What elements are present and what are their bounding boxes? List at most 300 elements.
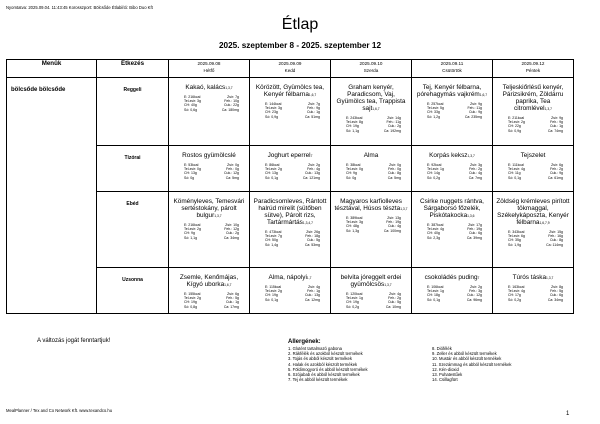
allergen-item: 1. Glutént tartalmazó gabona [288,346,343,351]
nutrition-value: Cuk.: 6g [549,293,563,298]
nutrition-value: Cuk.: 5g [387,300,401,305]
dish-cell [331,192,412,268]
nutrition-value: Tel.zsír: 2g [184,227,201,232]
nutrition-value: Cuk.: 2g [387,124,401,129]
dish-text [169,268,249,289]
meal-type-label: Ebéd [126,201,139,207]
dish-allergen-codes: 1,3,7 [544,107,552,111]
dish-name: Rostos gyümölcslé [182,152,236,159]
nutrition-value: Tel.zsír: 4g [508,289,525,294]
change-notice: A változás jogát fenntartjuk! [37,338,111,344]
nutrition-value: Feh.: 2g [388,296,401,301]
nutrition-value: Só: 0,1g [265,175,279,180]
nutrition-value: CH: 19g [184,300,197,305]
nutrition-value: E: 120kcal [346,292,363,296]
allergen-item: 4. Halak és azokból készült termékek [288,361,358,367]
nutrition-value: Só: 1,1g [346,128,360,133]
day-header [169,60,250,78]
day-date: 2025.09.10 [359,61,383,66]
nutrition-value: CH: 17g [508,293,521,298]
nutrition-value: Cuk.: 1g [225,300,239,305]
dish-name: Köményleves, Temesvári sertéstokány, párolt bulgur [173,198,245,219]
dish-allergen-codes: 1,3,7 [384,283,392,287]
nutrition-value: Cuk.: 5g [306,238,320,243]
dish-cell [331,268,412,314]
nutrition-value: Tel.zsír: 1g [427,167,444,172]
dish-name: Zöldség krémleves pirított tökmaggal, Székelykáposzta, Kenyér félbarna [496,198,570,226]
nutrition-facts [493,227,573,247]
nutrition-value: Feh.: 16g [548,234,563,239]
dish-cell [250,78,331,146]
nutrition-value: Só: 0,2g [346,304,360,309]
nutrition-facts [331,113,411,133]
nutrition-value: CH: 18g [427,293,440,298]
dish-name: Joghurt eperrel [267,152,311,159]
dish-name: Teljeskiőrlésű kenyér, Párizsikrém, Zöldárru paprika, Tea citromlével [502,84,564,112]
allergen-item: 10. Mustár és abból készült termékek [432,356,502,362]
nutrition-value: E: 144kcal [265,102,282,106]
nutrition-value: Zsír: 7g [227,95,239,99]
nutrition-value: Feh.: 0g [388,167,401,172]
nutrition-value: Cuk.: 12g [467,293,482,298]
dish-allergen-codes: 1,6,7 [224,283,232,287]
meal-type-cell [97,146,169,192]
nutrition-value: Só: 0,9g [265,114,279,119]
nutrition-value: Tel.zsír: 4g [427,227,444,232]
nutrition-value: CH: 11g [508,171,521,176]
nutrition-value: Zsír: 0g [389,163,401,167]
nutrition-value: Cuk.: 1g [306,110,320,115]
dish-text [250,78,330,99]
dish-allergen-codes: 1,6,7 [479,93,488,97]
dish-allergen-codes: 1,3,7 [214,214,222,218]
dish-cell [250,146,331,192]
nutrition-value: E: 53kcal [184,163,199,167]
nutrition-value: Tel.zsír: 1g [427,289,444,294]
nutrition-value: Ca: 34mg [547,297,563,302]
nutrition-value: Zsír: 3g [470,163,482,167]
meal-type-cell [97,268,169,314]
dish-allergen-codes: 1,6,7 [372,107,380,111]
dish-cell [412,192,493,268]
nutrition-value: CH: 40g [184,103,197,108]
day-date: 2025.09.12 [521,61,545,66]
dish-name: Tejszelet [520,152,546,159]
nutrition-value: Ca: 51mg [304,114,320,119]
nutrition-value: Cuk.: 12g [224,171,239,176]
nutrition-value: Ca: 53mg [304,242,320,247]
nutrition-value: Tel.zsír: 2g [184,296,201,301]
nutrition-facts [250,160,330,180]
allergen-list-left [288,346,428,382]
nutrition-value: Só: 0,1g [265,297,279,302]
nutrition-value: Tel.zsír: 2g [265,289,282,294]
meal-type-label: Uzsonna [122,277,143,283]
nutrition-value: Só: 0g [346,175,357,180]
allergens-title: Allergének: [288,339,321,345]
nutrition-facts [412,160,492,180]
nutrition-value: Tel.zsír: 3g [265,106,282,111]
dish-text [493,192,573,227]
nutrition-value: Tel.zsír: 0g [184,167,201,172]
nutrition-value: Cuk.: 13g [305,171,320,176]
nutrition-value: CH: 50g [265,238,278,243]
nutrition-value: Tel.zsír: 3g [346,220,363,225]
dish-name: csokoládés puding [424,274,478,281]
nutrition-value: Cuk.: 6g [468,231,482,236]
dish-allergen-codes: 7 [310,154,313,158]
dish-cell [169,78,250,146]
day-header [331,60,412,78]
dish-text [169,78,249,92]
menus-header: Menük [7,60,97,78]
nutrition-value: CH: 14g [427,171,440,176]
nutrition-value: Ca: 5mg [225,175,239,180]
nutrition-value: Feh.: 11g [386,120,401,125]
dish-text [169,146,249,160]
nutrition-facts [493,113,573,133]
dish-cell [493,268,574,314]
nutrition-value: Ca: 5mg [387,175,401,180]
nutrition-value: CH: 19g [346,300,359,305]
nutrition-value: Ca: 61mg [547,175,563,180]
dish-cell [493,192,574,268]
nutrition-value: Ca: 74mg [547,128,563,133]
nutrition-value: Ca: 12mg [304,297,320,302]
nutrition-value: Zsír: 26g [306,230,320,234]
nutrition-value: Feh.: 0g [226,167,239,172]
allergen-item: 5. Földimogyoró és abból készült termékek [288,366,368,372]
day-date: 2025.09.08 [197,61,221,66]
nutrition-value: E: 387kcal [427,223,444,227]
nutrition-value: Ca: 17mg [223,304,239,309]
nutrition-value: Ca: 121mg [302,175,320,180]
dish-name: Alma [363,152,379,159]
dish-text [493,146,573,160]
dish-text [493,78,573,113]
nutrition-facts [250,99,330,119]
dish-cell [412,268,493,314]
dish-name: Paradicsomleves, Rántott halrúd mirelit (sütőben sütve), Párolt rizs, Tartármártás [253,198,327,226]
nutrition-value: Só: 0,2g [427,175,441,180]
dish-name: Korpás keksz [429,152,468,159]
nutrition-value: Zsír: 10g [225,223,239,227]
nutrition-value: Cuk.: 8g [549,238,563,243]
nutrition-value: Ca: 180mg [221,107,239,112]
allergen-item: 12. Kén-dioxid [432,366,459,372]
nutrition-facts [169,92,249,112]
nutrition-value: E: 106kcal [427,285,444,289]
nutrition-value: Só: 0,1g [427,297,441,302]
nutrition-value: CH: 33g [427,110,440,115]
nutrition-facts [412,99,492,119]
nutrition-value: CH: 23g [265,110,278,115]
nutrition-facts [169,160,249,180]
dish-allergen-codes: 1,3,7 [225,86,233,90]
allergen-item: 11. Szezámmag és abból készült termékek [432,361,512,367]
nutrition-value: Cuk.: 4g [387,224,401,229]
nutrition-value: E: 38kcal [346,163,361,167]
nutrition-value: CH: 40g [427,231,440,236]
nutrition-facts [331,160,411,180]
page-title: Étlap [281,16,319,33]
meal-type-cell [97,192,169,268]
nutrition-value: CH: 19g [265,293,278,298]
dish-text [412,192,492,220]
dish-cell [169,268,250,314]
nutrition-value: Só: 1,1g [184,235,198,240]
nutrition-value: E: 115kcal [265,285,282,289]
day-date: 2025.09.11 [440,61,464,66]
nutrition-value: Feh.: 2g [469,167,482,172]
allergen-item: 3. Tojás és abból készült termékek [288,356,352,362]
nutrition-facts [250,227,330,247]
nutrition-value: Tel.zsír: 2g [508,120,525,125]
nutrition-facts [169,289,249,309]
nutrition-value: Só: 0,2g [508,297,522,302]
nutrition-facts [331,289,411,309]
nutrition-value: Ca: 34mg [223,235,239,240]
dish-allergen-codes: 1,3,6 [467,214,475,218]
allergen-item: 6. Szójabab és abból készült termékek [288,372,360,378]
nutrition-value: E: 389kcal [346,216,363,220]
nutrition-value: Zsír: 4g [389,292,401,296]
dish-text [331,192,411,213]
nutrition-value: Feh.: 2g [550,167,563,172]
dish-allergen-codes: 1,7 [306,276,312,280]
menu-name: bölcsőde bölcsőde [11,87,66,93]
dish-text [412,146,492,160]
nutrition-value: Só: 0,6g [184,107,198,112]
meal-type-label: Tízórai [124,155,141,161]
dish-text [412,268,492,282]
dish-text [250,192,330,227]
dish-text [331,268,411,289]
dish-allergen-codes: 1,3,7 [400,207,408,211]
day-name: Péntek [525,68,541,73]
dish-name: Magyaros karfiolleves tésztával, Húsos tészta [334,198,402,212]
nutrition-value: Ca: 7mg [468,175,482,180]
nutrition-value: Feh.: 19g [386,220,401,225]
dish-allergen-codes: 7 [477,276,480,280]
nutrition-value: Cuk.: 22g [224,103,239,108]
nutrition-value: E: 216kcal [184,95,201,99]
dish-cell [493,146,574,192]
dish-name: Kakaó, kalács [185,84,226,91]
dish-cell [331,78,412,146]
nutrition-value: Zsír: 2g [470,285,482,289]
dish-name: belvita jóreggelt erdei gyümölcsös [340,274,402,288]
nutrition-value: Ca: 39mg [466,235,482,240]
day-name: Szerda [363,68,379,73]
nutrition-value: Feh.: 18g [305,234,320,239]
dish-name: Zsemle, Kenőmájas, Kígyó uborka [179,274,239,288]
nutrition-value: Zsír: 17g [468,223,482,227]
dish-name: Graham kenyér, Paradicsom, Vaj, Gyümölcs tea, Trappista sajt [336,84,406,112]
nutrition-value: Só: 1,9g [508,242,522,247]
nutrition-value: Só: 0g [184,175,195,180]
dish-cell [250,192,331,268]
nutrition-facts [331,213,411,233]
nutrition-value: E: 86kcal [265,163,280,167]
nutrition-value: CH: 13g [265,171,278,176]
dish-cell [250,268,331,314]
nutrition-value: Cuk.: 2g [225,231,239,236]
dish-text [412,78,492,99]
nutrition-value: Feh.: 1g [307,289,320,294]
nutrition-value: Feh.: 10g [224,99,239,104]
nutrition-value: E: 243kcal [346,116,363,120]
nutrition-value: E: 257kcal [427,102,444,106]
nutrition-value: Ca: 100mg [383,228,401,233]
meal-row [7,78,574,146]
nutrition-value: Zsír: 9g [470,102,482,106]
dish-allergen-codes: 1,3,7 [546,276,554,280]
nutrition-facts [412,220,492,240]
meal-type-header: Étkezés [97,60,169,78]
footer-credit: MealPlanner / Tex and Co Network Kft. www.texandco.hu [6,408,113,413]
nutrition-value: Zsír: 13g [387,216,401,220]
nutrition-value: E: 163kcal [508,285,525,289]
date-range: 2025. szeptember 8 - 2025. szeptember 12 [218,41,382,50]
nutrition-value: Só: 2,3g [427,235,441,240]
dish-name: Tej, Kenyér félbarna, pórehagymás vajkrém [416,84,482,98]
nutrition-value: E: 216kcal [184,223,201,227]
dish-text [331,78,411,113]
dish-name: Körözött, Gyümölcs tea, Kenyér félbarna [255,84,325,98]
nutrition-value: Tel.zsír: 5g [427,106,444,111]
nutrition-value: Zsír: 6g [227,292,239,296]
nutrition-value: CH: 13g [184,171,197,176]
allergen-item: 14. Csillagfürt [432,377,458,383]
nutrition-value: Cuk.: 4g [468,171,482,176]
day-name: Csütörtök [442,68,462,73]
nutrition-value: CH: 48g [346,224,359,229]
nutrition-value: Tel.zsír: 2g [265,167,282,172]
nutrition-value: Ca: 96mg [466,297,482,302]
dish-allergen-codes: 1,6,7,9 [539,221,550,225]
nutrition-facts [250,282,330,302]
nutrition-facts [169,220,249,240]
dish-cell [493,78,574,146]
dish-cell [412,78,493,146]
nutrition-value: Só: 1,2g [427,114,441,119]
allergen-item: 9. Zeller és abból készült termékek [432,351,497,357]
nutrition-value: Só: 0,8g [184,304,198,309]
nutrition-value: Feh.: 19g [467,227,482,232]
dish-cell [331,146,412,192]
meal-type-cell [97,78,169,146]
nutrition-value: Zsír: 2g [308,163,320,167]
nutrition-value: CH: 22g [508,124,521,129]
meal-type-label: Reggeli [123,87,142,93]
nutrition-value: Ca: 10mg [385,304,401,309]
nutrition-facts [493,160,573,180]
nutrition-value: Feh.: 4g [307,167,320,172]
dish-name: Túrós táska [512,274,547,281]
nutrition-value: CH: 9g [346,171,357,176]
dish-cell [169,192,250,268]
day-name: Kedd [284,68,296,73]
allergen-item: 13. Puhatestűek [432,372,463,378]
allergen-item: 7. Tej és abból készült termékek [288,377,348,383]
nutrition-value: Cuk.: 8g [387,171,401,176]
nutrition-value: E: 92kcal [427,163,442,167]
nutrition-value: Zsír: 7g [308,102,320,106]
dish-name: Alma, nápolyi [268,274,307,281]
nutrition-value: Só: 0,1g [508,175,522,180]
page-number: 1 [566,411,570,417]
dish-allergen-codes: 1,6,7 [308,93,317,97]
day-header [250,60,331,78]
nutrition-value: E: 155kcal [184,292,201,296]
nutrition-value: Tel.zsír: 4g [508,167,525,172]
nutrition-value: E: 111kcal [508,163,524,167]
dish-text [331,146,411,160]
nutrition-value: Zsír: 15g [549,230,563,234]
nutrition-value: Só: 1,3g [346,228,360,233]
allergen-item: 8. Diófélék [432,346,452,351]
nutrition-value: CH: 9g [184,231,195,236]
allergen-list-right [432,346,582,382]
menu-name-cell [7,78,97,314]
allergen-item: 2. Rákfélék és azokból készült termékek [288,351,363,357]
nutrition-value: Zsír: 6g [551,163,563,167]
nutrition-value: Feh.: 12g [224,227,239,232]
nutrition-value: Feh.: 9g [307,106,320,111]
nutrition-value: Tel.zsír: 0g [346,167,363,172]
nutrition-value: Zsír: 4g [308,285,320,289]
nutrition-value: E: 211kcal [508,116,525,120]
nutrition-value: Feh.: 5g [226,296,239,301]
dish-allergen-codes: 1,3,4,7 [302,221,313,225]
dish-allergen-codes: 1,3,7 [467,154,475,158]
nutrition-value: Ca: 235mg [464,114,482,119]
nutrition-value: Tel.zsír: 1g [346,296,363,301]
nutrition-value: Feh.: 5g [550,289,563,294]
nutrition-value: Tel.zsír: 6g [508,234,525,239]
nutrition-value: Só: 0,9g [508,128,522,133]
nutrition-value: Zsír: 0g [227,163,239,167]
nutrition-value: Zsír: 14g [387,116,401,120]
nutrition-value: Cuk.: 9g [468,110,482,115]
nutrition-value: CH: 35g [508,238,521,243]
nutrition-value: Feh.: 3g [469,289,482,294]
nutrition-value: Cuk.: 1g [549,124,563,129]
nutrition-value: Só: 1,4g [265,242,279,247]
nutrition-value: Cuk.: 9g [549,171,563,176]
nutrition-value: Zsír: 8g [551,285,563,289]
dish-text [250,146,330,160]
menu-table [6,59,574,314]
day-header [412,60,493,78]
dish-text [169,192,249,220]
day-name: Hétfő [203,68,215,73]
nutrition-value: CH: 19g [346,124,359,129]
nutrition-facts [412,282,492,302]
nutrition-value: Tel.zsír: 7g [265,234,282,239]
day-header [493,60,574,78]
nutrition-value: Ca: 114mg [546,242,563,247]
nutrition-value: E: 343kcal [508,230,525,234]
dish-name: Csirke nuggets rántva, Sárgaborsó főzelék, Piskótakocka [420,198,484,219]
nutrition-value: Tel.zsír: 3g [184,99,201,104]
nutrition-facts [493,282,573,302]
nutrition-value: Feh.: 11g [467,106,482,111]
menu-body [7,78,574,314]
dish-text [493,268,573,282]
dish-cell [169,146,250,192]
